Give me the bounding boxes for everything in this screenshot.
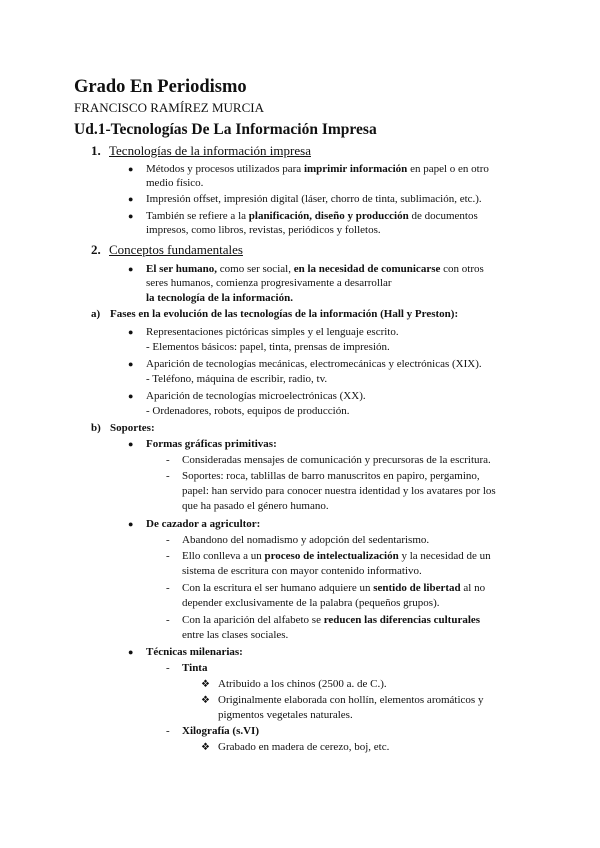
dash-icon: - [166,470,170,482]
bullet-icon: ● [128,327,134,337]
sb-g3-tinta: Tinta [182,662,208,674]
subsection-a-label: a) [91,308,101,320]
dash-icon: - [166,725,170,737]
bullet-icon: ● [128,264,134,274]
sa-bullet-2: Aparición de tecnologías mecánicas, electromecánicas y electrónicas (XIX). [146,358,482,370]
document-title: Grado En Periodismo [74,77,247,97]
s2-bullet-1-cont2: la tecnología de la información. [146,292,293,304]
sa-bullet-1: Representaciones pictóricas simples y el lenguaje escrito. [146,326,399,338]
section-1-title: Tecnologías de la información impresa [109,143,311,158]
bullet-icon: ● [128,211,134,221]
sa-bullet-3-sub: - Ordenadores, robots, equipos de producción. [146,405,350,417]
s1-bullet-2: Impresión offset, impresión digital (láser, chorro de tinta, sublimación, etc.). [146,193,482,205]
sb-xilo-item-1: Grabado en madera de cerezo, boj, etc. [218,741,390,753]
section-2-number: 2. [91,242,101,257]
sb-g2-item-3-cont: depender exclusivamente de la palabra (pequeños grupos). [182,597,440,609]
sb-g2-item-4: Con la aparición del alfabeto se reducen las diferencias culturales [182,614,481,626]
sa-bullet-3: Aparición de tecnologías microelectrónicas (XX). [146,390,366,402]
bullet-icon: ● [128,439,134,449]
s1-bullet-1: Métodos y procesos utilizados para imprimir información en papel o en otro [146,163,489,175]
diamond-icon: ❖ [201,695,210,706]
sb-group-3: Técnicas milenarias: [146,646,243,658]
sa-bullet-2-sub: - Teléfono, máquina de escribir, radio, tv. [146,373,328,385]
dash-icon: - [166,614,170,626]
dash-icon: - [166,662,170,674]
sb-g1-item-2-cont: papel: han servido para conocer nuestra identidad y los avatares por los [182,485,496,497]
section-1-number: 1. [91,143,101,158]
bullet-icon: ● [128,519,134,529]
sb-g2-item-4-cont: entre las clases sociales. [182,629,289,641]
unit-heading: Ud.1-Tecnologías De La Información Impresa [74,121,377,138]
sb-g1-item-2: Soportes: roca, tablillas de barro manuscritos en papiro, pergamino, [182,470,480,482]
author-name: FRANCISCO RAMÍREZ MURCIA [74,100,264,115]
subsection-a-title: Fases en la evolución de las tecnologías de la información (Hall y Preston): [110,308,459,320]
bullet-icon: ● [128,359,134,369]
bullet-icon: ● [128,194,134,204]
subsection-b-label: b) [91,422,101,434]
diamond-icon: ❖ [201,679,210,690]
dash-icon: - [166,550,170,562]
dash-icon: - [166,582,170,594]
s1-bullet-1-cont: medio físico. [146,177,204,189]
sb-group-1: Formas gráficas primitivas: [146,438,277,450]
bullet-icon: ● [128,391,134,401]
s1-bullet-3-cont: impresos, como libros, revistas, periódicos y folletos. [146,224,381,236]
sb-g1-item-1: Consideradas mensajes de comunicación y precursoras de la escritura. [182,454,491,466]
s1-bullet-3: También se refiere a la planificación, diseño y producción de documentos [146,210,478,222]
sb-group-2: De cazador a agricultor: [146,518,261,530]
sb-tinta-item-1: Atribuido a los chinos (2500 a. de C.). [218,678,387,690]
s2-bullet-1: El ser humano, como ser social, en la necesidad de comunicarse con otros [146,263,484,275]
dash-icon: - [166,534,170,546]
bullet-icon: ● [128,647,134,657]
diamond-icon: ❖ [201,742,210,753]
dash-icon: - [166,454,170,466]
section-2-title: Conceptos fundamentales [109,242,243,257]
sb-tinta-item-2: Originalmente elaborada con hollín, elementos aromáticos y [218,694,484,706]
sb-g3-xilo: Xilografía (s.VI) [182,725,259,737]
sa-bullet-1-sub: - Elementos básicos: papel, tinta, prensas de impresión. [146,341,390,353]
sb-g2-item-3: Con la escritura el ser humano adquiere un sentido de libertad al no [182,582,486,594]
sb-g2-item-2-cont: sistema de escritura con mayor contenido informativo. [182,565,422,577]
bullet-icon: ● [128,164,134,174]
sb-g2-item-2: Ello conlleva a un proceso de intelectualización y la necesidad de un [182,550,491,562]
subsection-b-title: Soportes: [110,422,155,434]
sb-g2-item-1: Abandono del nomadismo y adopción del sedentarismo. [182,534,430,546]
sb-tinta-item-2-cont: pigmentos vegetales naturales. [218,709,353,721]
s2-bullet-1-cont: seres humanos, comienza progresivamente a desarrollar [146,277,392,289]
sb-g1-item-2-cont2: que ha pasado el género humano. [182,500,329,512]
